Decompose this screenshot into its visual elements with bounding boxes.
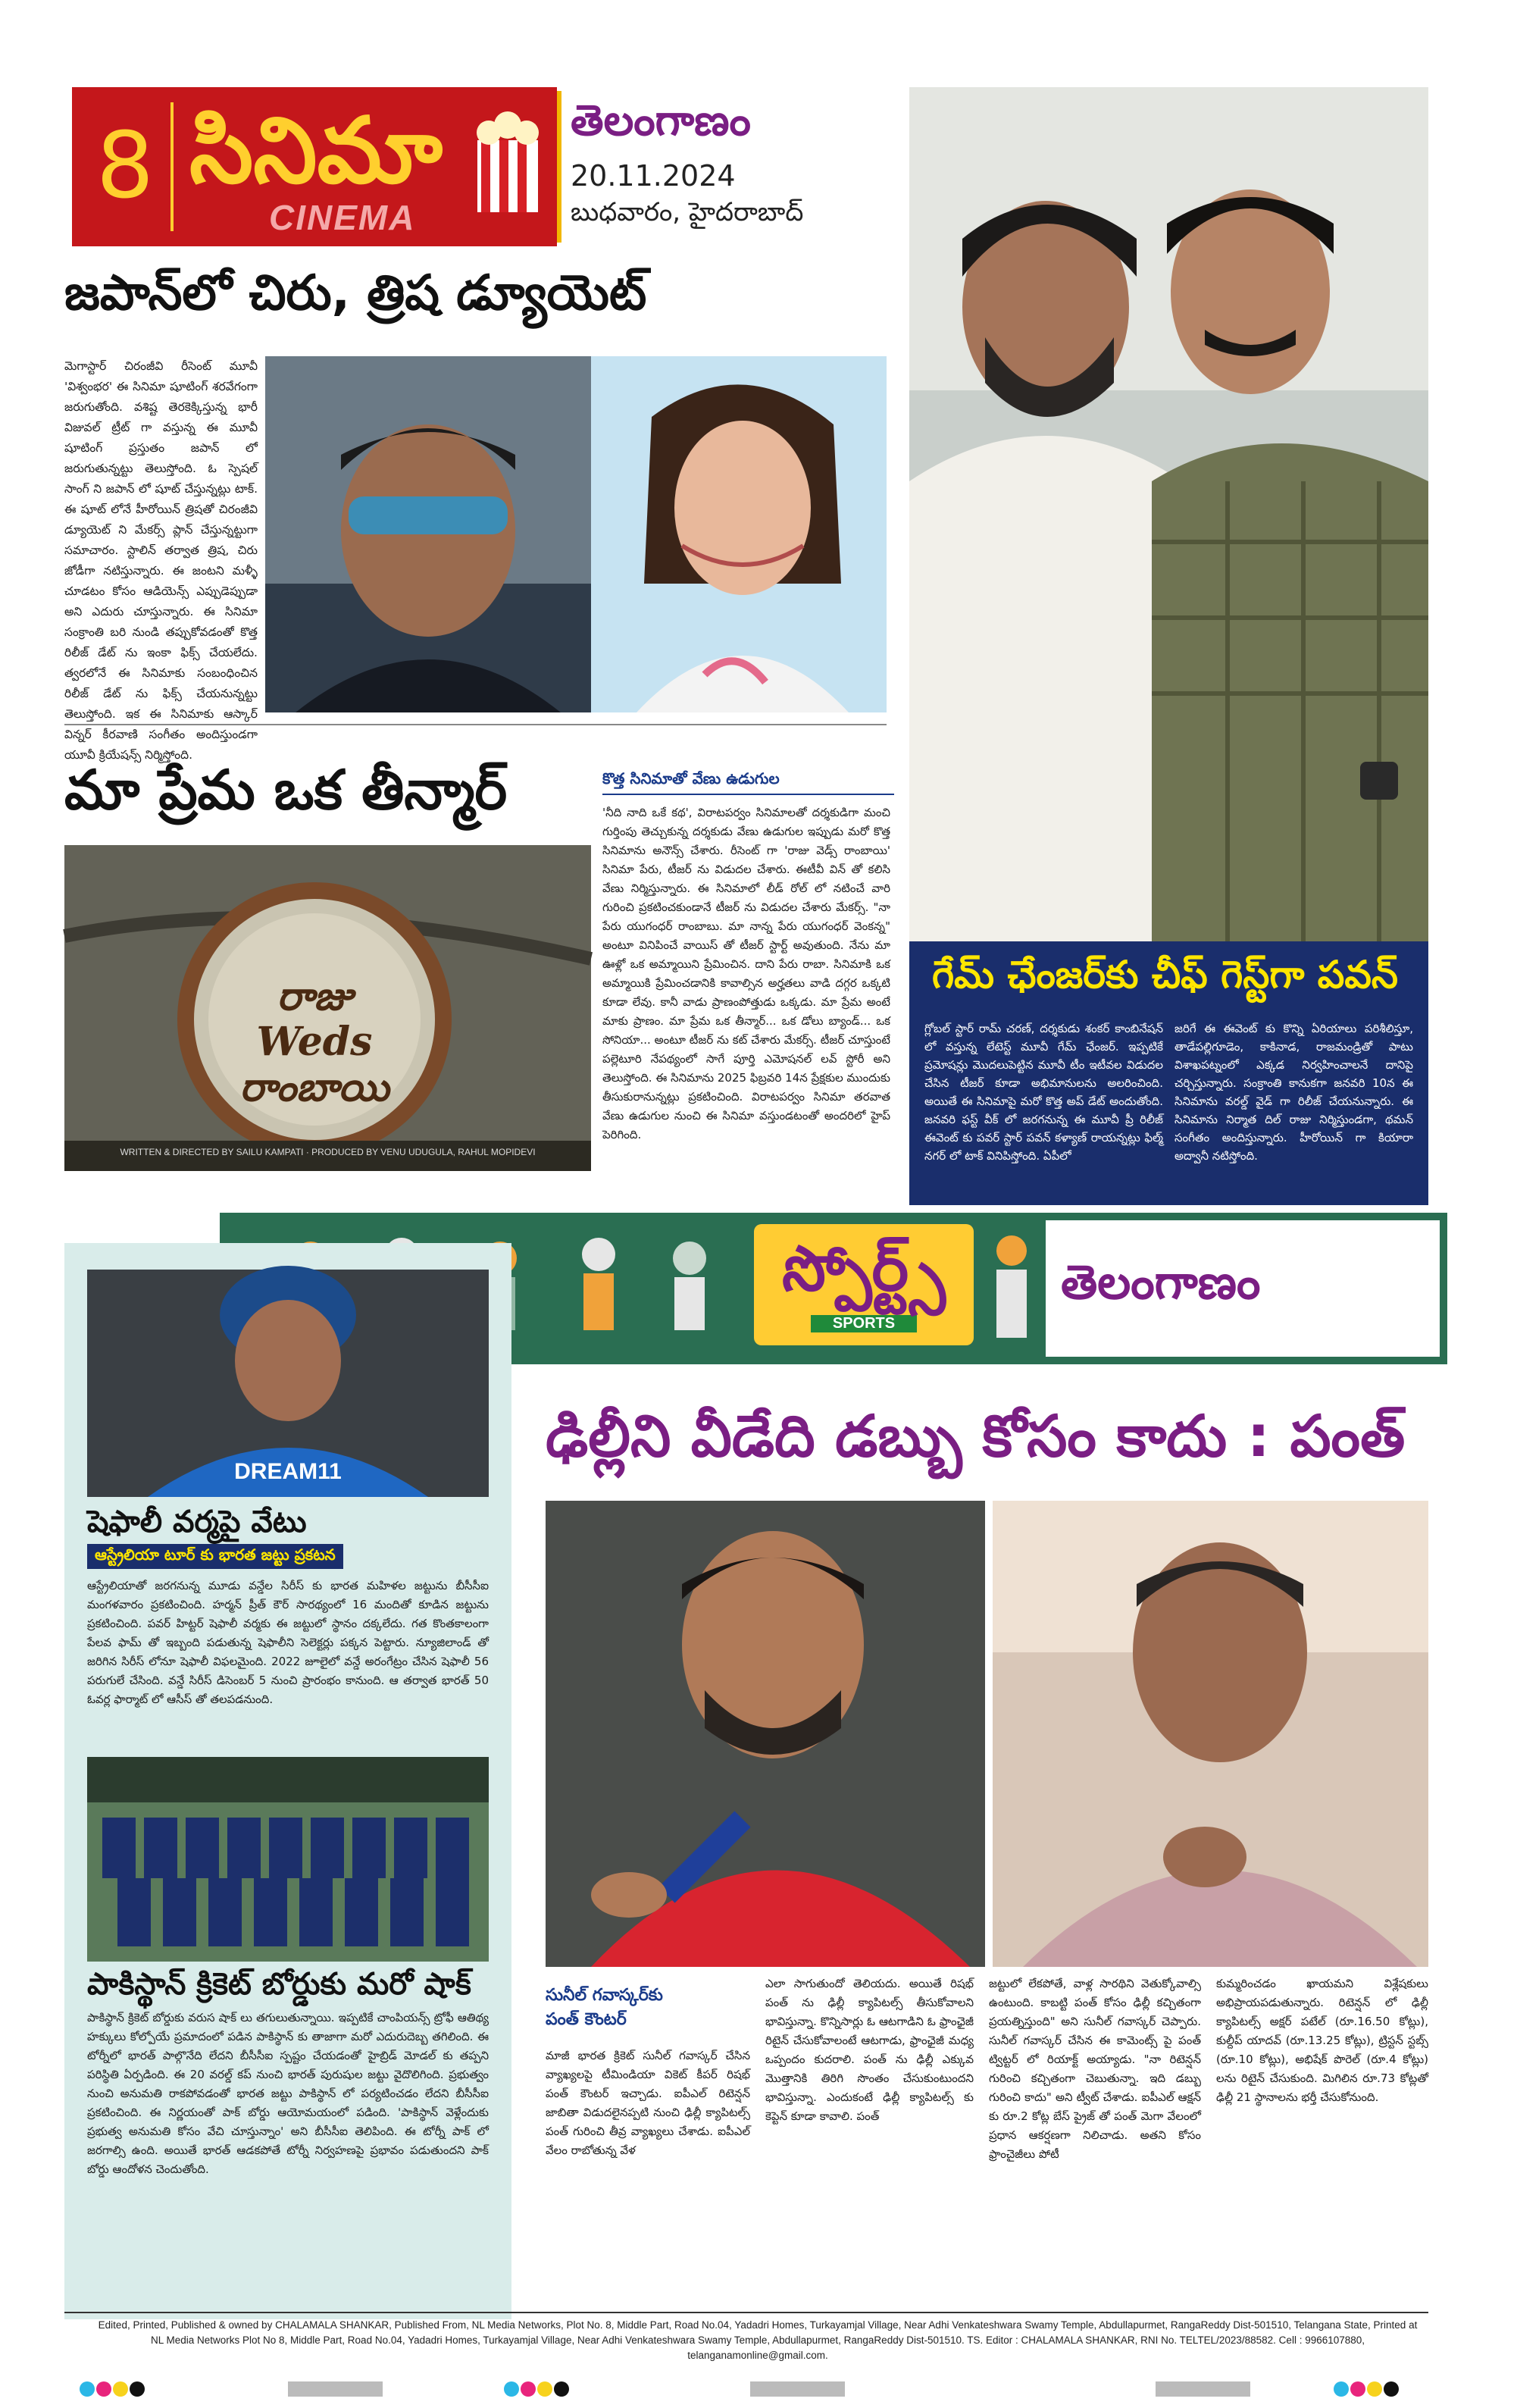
cinema-section-header (72, 87, 894, 246)
color-registration-mark (504, 2381, 571, 2397)
story3-headline: గేమ్ ఛేంజర్‌కు చీఫ్ గెస్ట్‌గా పవన్ (932, 953, 1398, 997)
story3-panel (909, 1008, 1428, 1205)
story6-subhead-line1: సునీల్ గవాస్కర్‌కు (546, 1986, 663, 2005)
footer-imprint: Edited, Printed, Published & owned by CHALAMALA SHANKAR, Published From, NL Media Networks, Plot No. 8, Middle Part, Road No.04, Yadadri Homes, Turkayamjal Village, Near Adhi Venkateshwara Swamy Temple, Abdullapurmet, RangaReddy Dist-501510, Telangana State, Printed at NL Media Networks Plot No 8, Middle Part, Road No.04, Yadadri Homes, Turkayamjal Village, Near Adhi Venkateshwara Swamy Temple, Abdullapurmet, RangaReddy Dist-501510. TS. Editor : CHALAMALA SHANKAR, RNI No. TELTEL/2023/88582. Cell : 9966107880, telanganamonline@gmail.com. (98, 2319, 1418, 2361)
pawan-ramcharan-photo (909, 87, 1428, 944)
jersey-sponsor-text: DREAM11 (234, 1459, 342, 1484)
sports-logo (754, 1224, 974, 1345)
pakistan-team-photo (87, 1757, 489, 1962)
section-title: సినిమా (189, 99, 443, 204)
header-divider (170, 102, 174, 231)
masthead-accent-line (557, 91, 561, 243)
story4-headline: షెఫాలీ వర్మపై వేటు (87, 1505, 307, 1539)
sports-brand-logo: తెలంగాణం (1061, 1254, 1261, 1310)
gray-registration-bar (1156, 2381, 1250, 2397)
masthead-block (557, 87, 894, 246)
story3-headline-badge (909, 941, 1428, 1008)
poster-title: రాజు Weds రాంబాయి (239, 973, 389, 1110)
story6-subhead-line2: పంత్ కౌంటర్ (546, 2010, 627, 2029)
story3-body-left: గ్లోబల్ స్టార్ రామ్ చరణ్, దర్శకుడు శంకర్ కాంబినేషన్ లో వస్తున్న లేటెస్ట్ మూవీ గేమ్ ఛేంజర్. ఇప్పటికే ప్రమోషన్లు మొదలుపెట్టిన మూవీ టీం ఇటీవల విడుదల చేసిన టీజర్ కూడా అభిమానులను అలరించింది. అయితే ఈ సినిమాపై మరో కొత్త అప్ డేట్ అందుతోంది. జనవరి ఫస్ట్ వీక్ లో జరగనున్న ఈ మూవీ ప్రీ రిలీజ్ ఈవెంట్ కు పవర్ స్టార్ పవన్ కళ్యాణ్ రాయన్నట్లు ఫిల్మ్ నగర్ లో టాక్ వినిపిస్తోంది. ఏపీలో (924, 1022, 1163, 1163)
sports-brand-block (1046, 1220, 1440, 1357)
story2-headline: మా ప్రేమ ఒక తీన్మార్ (64, 758, 508, 822)
issue-date: 20.11.2024 (571, 159, 736, 193)
page-number: 8 (95, 114, 155, 219)
story6-col4: కుమ్మరించడం ఖాయమని విశ్లేషకులు అభిప్రాయపడుతున్నారు. రిటెన్షన్ లో ఢిల్లీ క్యాపిటల్స్ అక్షర్ పటేల్ (రూ.16.50 కోట్లు), కుల్దీప్ యాదవ్ (రూ.13.25 కోట్లు), ట్రిస్టన్ స్టబ్స్ (రూ.10 కోట్లు), అభిషేక్ పొరెల్ (రూ.4 కోట్లు) లను రిటైన్ చేసుకుంది. మిగిలిన రూ.73 కోట్లతో ఢిల్లీ 21 స్థానాలను భర్తీ చేసుకోనుంది. (1216, 1977, 1428, 2104)
story1-headline: జపాన్‌లో చిరు, త్రిష డ్యూయెట్ (64, 265, 647, 321)
story6-col1: మాజీ భారత క్రికెట్ సునీల్ గవాస్కర్ చేసిన వ్యాఖ్యలపై టీమిండియా వికెట్ కీపర్ రిషభ్ పంత్ కౌంటర్ ఇచ్చాడు. ఐపీఎల్ రిటెన్షన్ జాబితా విడుదలైనప్పటి నుంచి ఢిల్లీ క్యాపిటల్స్ పంత్ గురించి తీవ్ర వ్యాఖ్యలు చేశాడు. ఐపీఎల్ వేలం రాబోతున్న వేళ (546, 2049, 750, 2157)
footer-rule (64, 2312, 1428, 2313)
pant-photo (546, 1501, 985, 1967)
story6-headline: ఢిల్లీని వీడేది డబ్బు కోసం కాదు : పంత్ (546, 1402, 1406, 1470)
color-registration-mark (80, 2381, 146, 2397)
poster-credits: WRITTEN & DIRECTED BY SAILU KAMPATI · PRODUCED BY VENU UDUGULA, RAHUL MOPIDEVI (120, 1147, 536, 1157)
sports-title-english: SPORTS (811, 1315, 917, 1332)
story2-kicker: కొత్త సినిమాతో వేణు ఉడుగుల (602, 769, 780, 788)
story6-col3: జట్టులో లేకపోతే, వాళ్ల సారథిని వెతుక్కోవాల్సి ఉంటుంది. కాబట్టి పంత్ కోసం ఢిల్లీ కచ్చితంగా ప్రయత్నిస్తుంది" అని సునీల్ గవాస్కర్ చెప్పారు. సునీల్ గవాస్కర్ చేసిన ఈ కామెంట్స్ పై పంత్ ట్విట్టర్ లో రియాక్ట్ అయ్యాడు. "నా రిటెన్షన్ గురించి కచ్చితంగా చెబుతున్నా. ఇది డబ్బు గురించి కాదు" అని ట్వీట్ చేశాడు. ఐపీఎల్ ఆక్షన్ కు రూ.2 కోట్ల బేస్ ప్రైజ్ తో పంత్ మెగా వేలంలో ప్రధాన ఆకర్షణగా నిలిచాడు. అతని కోసం ఫ్రాంచైజీలు పోటీ (989, 1977, 1201, 2161)
story3-body-right: జరిగే ఈ ఈవెంట్ కు కొన్ని ఏరియాలు పరిశీలిస్తూ, తాడేపల్లిగూడెం, కాకినాడ, రాజమండ్రితో పాటు విశాఖపట్నంలో ఎక్కడ నిర్వహించాలనే దానిపై చర్చిస్తున్నారు. సంక్రాంతి కానుకగా జనవరి 10న ఈ సినిమాను వరల్డ్ వైడ్ గా రిలీజ్ చేయనున్నారు. ఈ సినిమాను నిర్మాత దిల్ రాజు నిర్మిస్తుండగా, థమన్ సంగీతం అందిస్తున్నారు. హీరోయిన్ గా కియారా అద్వానీ నటిస్తోంది. (1175, 1022, 1413, 1163)
story6-col2: ఎలా సాగుతుందో తెలియదు. అయితే రిషభ్ పంత్ ను ఢిల్లీ క్యాపిటల్స్ తీసుకోవాలని భావిస్తున్నా. కొన్నిసార్లు ఓ ఆటగాడిని ఓ ఫ్రాంఛైజీ రిటైన్ చేసుకోవాలంటే ఆటగాడు, ఫ్రాంఛైజీ మధ్య ఒప్పందం కుదరాలి. పంత్ ను ఢిల్లీ ఎక్కువ మొత్తానికి తిరిగి సొంతం చేసుకుంటుందని భావిస్తున్నా. ఎందుకంటే ఢిల్లీ క్యాపిటల్స్ కు కెప్టెన్ కూడా కావాలి. పంత్ (765, 1977, 974, 2123)
gray-registration-bar (288, 2381, 383, 2397)
story4-body: ఆస్ట్రేలియాతో జరగనున్న మూడు వన్డేల సిరీస్ కు భారత మహిళల జట్టును బీసీసీఐ మంగళవారం ప్రకటించింది. హర్మన్ ప్రీత్ కౌర్ సారథ్యంలో 16 మందితో కూడిన జట్టును ప్రకటించింది. పవర్ హిట్టర్ షెఫాలీ వర్మకు ఈ జట్టులో స్థానం దక్కలేదు. గత కొంతకాలంగా పేలవ ఫామ్ తో ఇబ్బంది పడుతున్న షెఫాలీని సెలెక్టర్లు పక్కన పెట్టారు. న్యూజిలాండ్ తో జరిగిన సిరీస్ లోనూ షెఫాలీ విఫలమైంది. 2022 జూలైలో వన్డే అరంగేట్రం చేసిన షెఫాలీ 56 పరుగులే చేసింది. వన్డే సిరీస్ డిసెంబర్ 5 నుంచి ప్రారంభం కానుంది. ఆ తర్వాత భారత్ 50 ఓవర్ల ఫార్మాట్ లో ఆసీస్ తో తలపడనుంది. (87, 1579, 489, 1706)
trisha-photo (591, 356, 887, 712)
story4-subhead: ఆస్ట్రేలియా టూర్ కు భారత జట్టు ప్రకటన (87, 1544, 343, 1569)
sports-title: స్పోర్ట్స్ (782, 1233, 946, 1305)
story1-body: మెగాస్టార్ చిరంజీవి రీసెంట్ మూవీ 'విశ్వంభర' ఈ సినిమా షూటింగ్ శరవేగంగా జరుగుతోంది. వశిష్ట తెరకెక్కిస్తున్న భారీ విజువల్ ట్రీట్ గా వస్తున్న ఈ మూవీ షూటింగ్ ప్రస్తుతం జపాన్ లో జరుగుతున్నట్టు తెలుస్తోంది. ఓ స్పెషల్ సాంగ్ ని జపాన్ లో షూట్ చేస్తున్నట్లు టాక్. ఈ షూట్ లోనే హీరోయిన్ త్రిషతో చిరంజీవి డ్యూయెట్ ని మేకర్స్ ప్లాన్ చేస్తున్నట్టుగా సమాచారం. స్టాలిన్ తర్వాత త్రిష, చిరు జోడీగా నటిస్తున్నారు. ఈ జంటని మళ్ళీ చూడటం కోసం ఆడియెన్స్ ఎప్పుడెప్పుడా అని ఎదురు చూస్తున్నారు. ఈ సినిమా సంక్రాంతి బరి నుండి తప్పుకోవడంతో కొత్త రిలీజ్ డేట్ ను ఇంకా ఫిక్స్ చేయలేదు. త్వరలోనే ఈ సినిమాకు సంబంధించిన రిలీజ్ డేట్ ను ఫిక్స్ చేయనున్నట్టు తెలుస్తోంది. ఇక ఈ సినిమాకు ఆస్కార్ విన్నర్ కీరవాణి సంగీతం అందిస్తుండగా యూవీ క్రియేషన్స్ నిర్మిస్తోంది. (64, 359, 258, 762)
shafali-photo (87, 1270, 489, 1497)
movie-poster (64, 845, 591, 1171)
section-divider (64, 724, 887, 725)
story5-body: పాకిస్థాన్ క్రికెట్ బోర్డుకు వరుస షాక్ లు తగులుతున్నాయి. ఇప్పటికే చాంపియన్స్ ట్రోఫీ ఆతిథ్య హక్కులు కోల్పోయే ప్రమాదంలో పడిన పాకిస్థాన్ కు తాజాగా మరో ఎదురుదెబ్బ తగిలింది. ఈ టోర్నీలో భారత్ పాల్గొనేది లేదని బీసీసీఐ స్పష్టం చేయడంతో హైబ్రిడ్ మోడల్ కు తప్పని పరిస్థితి ఏర్పడింది. ఈ 20 వరల్డ్ కప్ నుంచి భారత్ పురుషుల జట్టు వైదొలిగింది. ప్రభుత్వం నుంచి అనుమతి రాకపోవడంతో భారత జట్టు పాకిస్థాన్ లో పర్యటించడం లేదని బీసీసీఐ ప్రకటించింది. ఈ నిర్ణయంతో పాక్ బోర్డు ఆయోమయంలో పడింది. 'పాకిస్థాన్ వెళ్లేందుకు ప్రభుత్వ అనుమతి కోసం వేచి చూస్తున్నాం' అని బీసీసీఐ తెలిపింది. ఈ టోర్నీ పాక్ లో జరగాల్సి ఉంది. అయితే భారత్ ఆడకపోతే టోర్నీ నిర్వహణపై ప్రభావం పడుతుందని పాక్ బోర్డు ఆందోళన చెందుతోంది. (87, 2011, 489, 2176)
issue-day-place: బుధవారం, హైదరాబాద్ (571, 197, 804, 227)
player-illustration (981, 1228, 1042, 1349)
color-registration-mark (1334, 2381, 1400, 2397)
gray-registration-bar (750, 2381, 845, 2397)
kicker-rule (602, 794, 894, 795)
story5-headline: పాకిస్థాన్ క్రికెట్ బోర్డుకు మరో షాక్ (87, 1967, 471, 2002)
popcorn-icon (466, 102, 549, 216)
story2-body: 'నీది నాది ఒకే కథ', విరాటపర్వం సినిమాలతో దర్శకుడిగా మంచి గుర్తింపు తెచ్చుకున్న దర్శకుడు వేణు ఉడుగుల ఇప్పుడు మరో కొత్త సినిమాను అనౌన్స్ చేశారు. రీసెంట్ గా 'రాజు వెడ్స్ రాంబాయి' సినిమా పేరు, టీజర్ ను విడుదల చేశారు. ఈటీవీ విన్ తో కలిసి వేణు నిర్మిస్తున్నారు. ఈ సినిమాలో లీడ్ రోల్ లో నటించే వారి గురించి ప్రకటించకుండానే టీజర్ ను విడుదల చేశారు మేకర్స్. "నా పేరు యుగంధర్ రాంబాబు. మా నాన్న పేరు యుగంధర్ వెంకన్న" అంటూ వినిపించే వాయిస్ తో టీజర్ స్టార్ట్ అవుతుంది. నేను మా ఊళ్లో ఒక అమ్మాయిని ప్రేమించిన. దాని పేరు రాబా. సినిమాకి ఒక అమ్మాయికి ప్రేమించడానికి కావాల్సిన అర్హతలు వాడి దగ్గర ఒక్కటి కూడా లేవు. కానీ వాడు ప్రాణంపోత్తుడు ఒక్కడు. మా ప్రేమ అంటే మాకు ప్రాణం. మా ప్రేమ ఒక తీన్మార్... ఒక డోలు బ్యాండ్... ఒక సోనియా... అంటూ టీజర్ ను కట్ చేశారు మేకర్స్. టీజర్ చూస్తుంటే పల్లెటూరి నేపథ్యంలో సాగే పూర్తి ఎమోషనల్ లవ్ స్టోరీ అని తెలుస్తోంది. ఈ సినిమాను 2025 ఫిబ్రవరి 14న ప్రేక్షకుల ముందుకు తీసుకురానున్నట్లు ప్రకటించింది. విరాటపర్వం సినిమా తరవాత వేణు ఉడుగుల నుంచి ఈ సినిమా వస్తుండటంతో అందరిలో హైప్ పెరిగింది. (602, 806, 890, 1141)
section-title-english: CINEMA (269, 198, 416, 237)
brand-logo: తెలంగాణం (571, 96, 751, 146)
gavaskar-photo (993, 1501, 1428, 1967)
chiranjeevi-photo (265, 356, 591, 712)
